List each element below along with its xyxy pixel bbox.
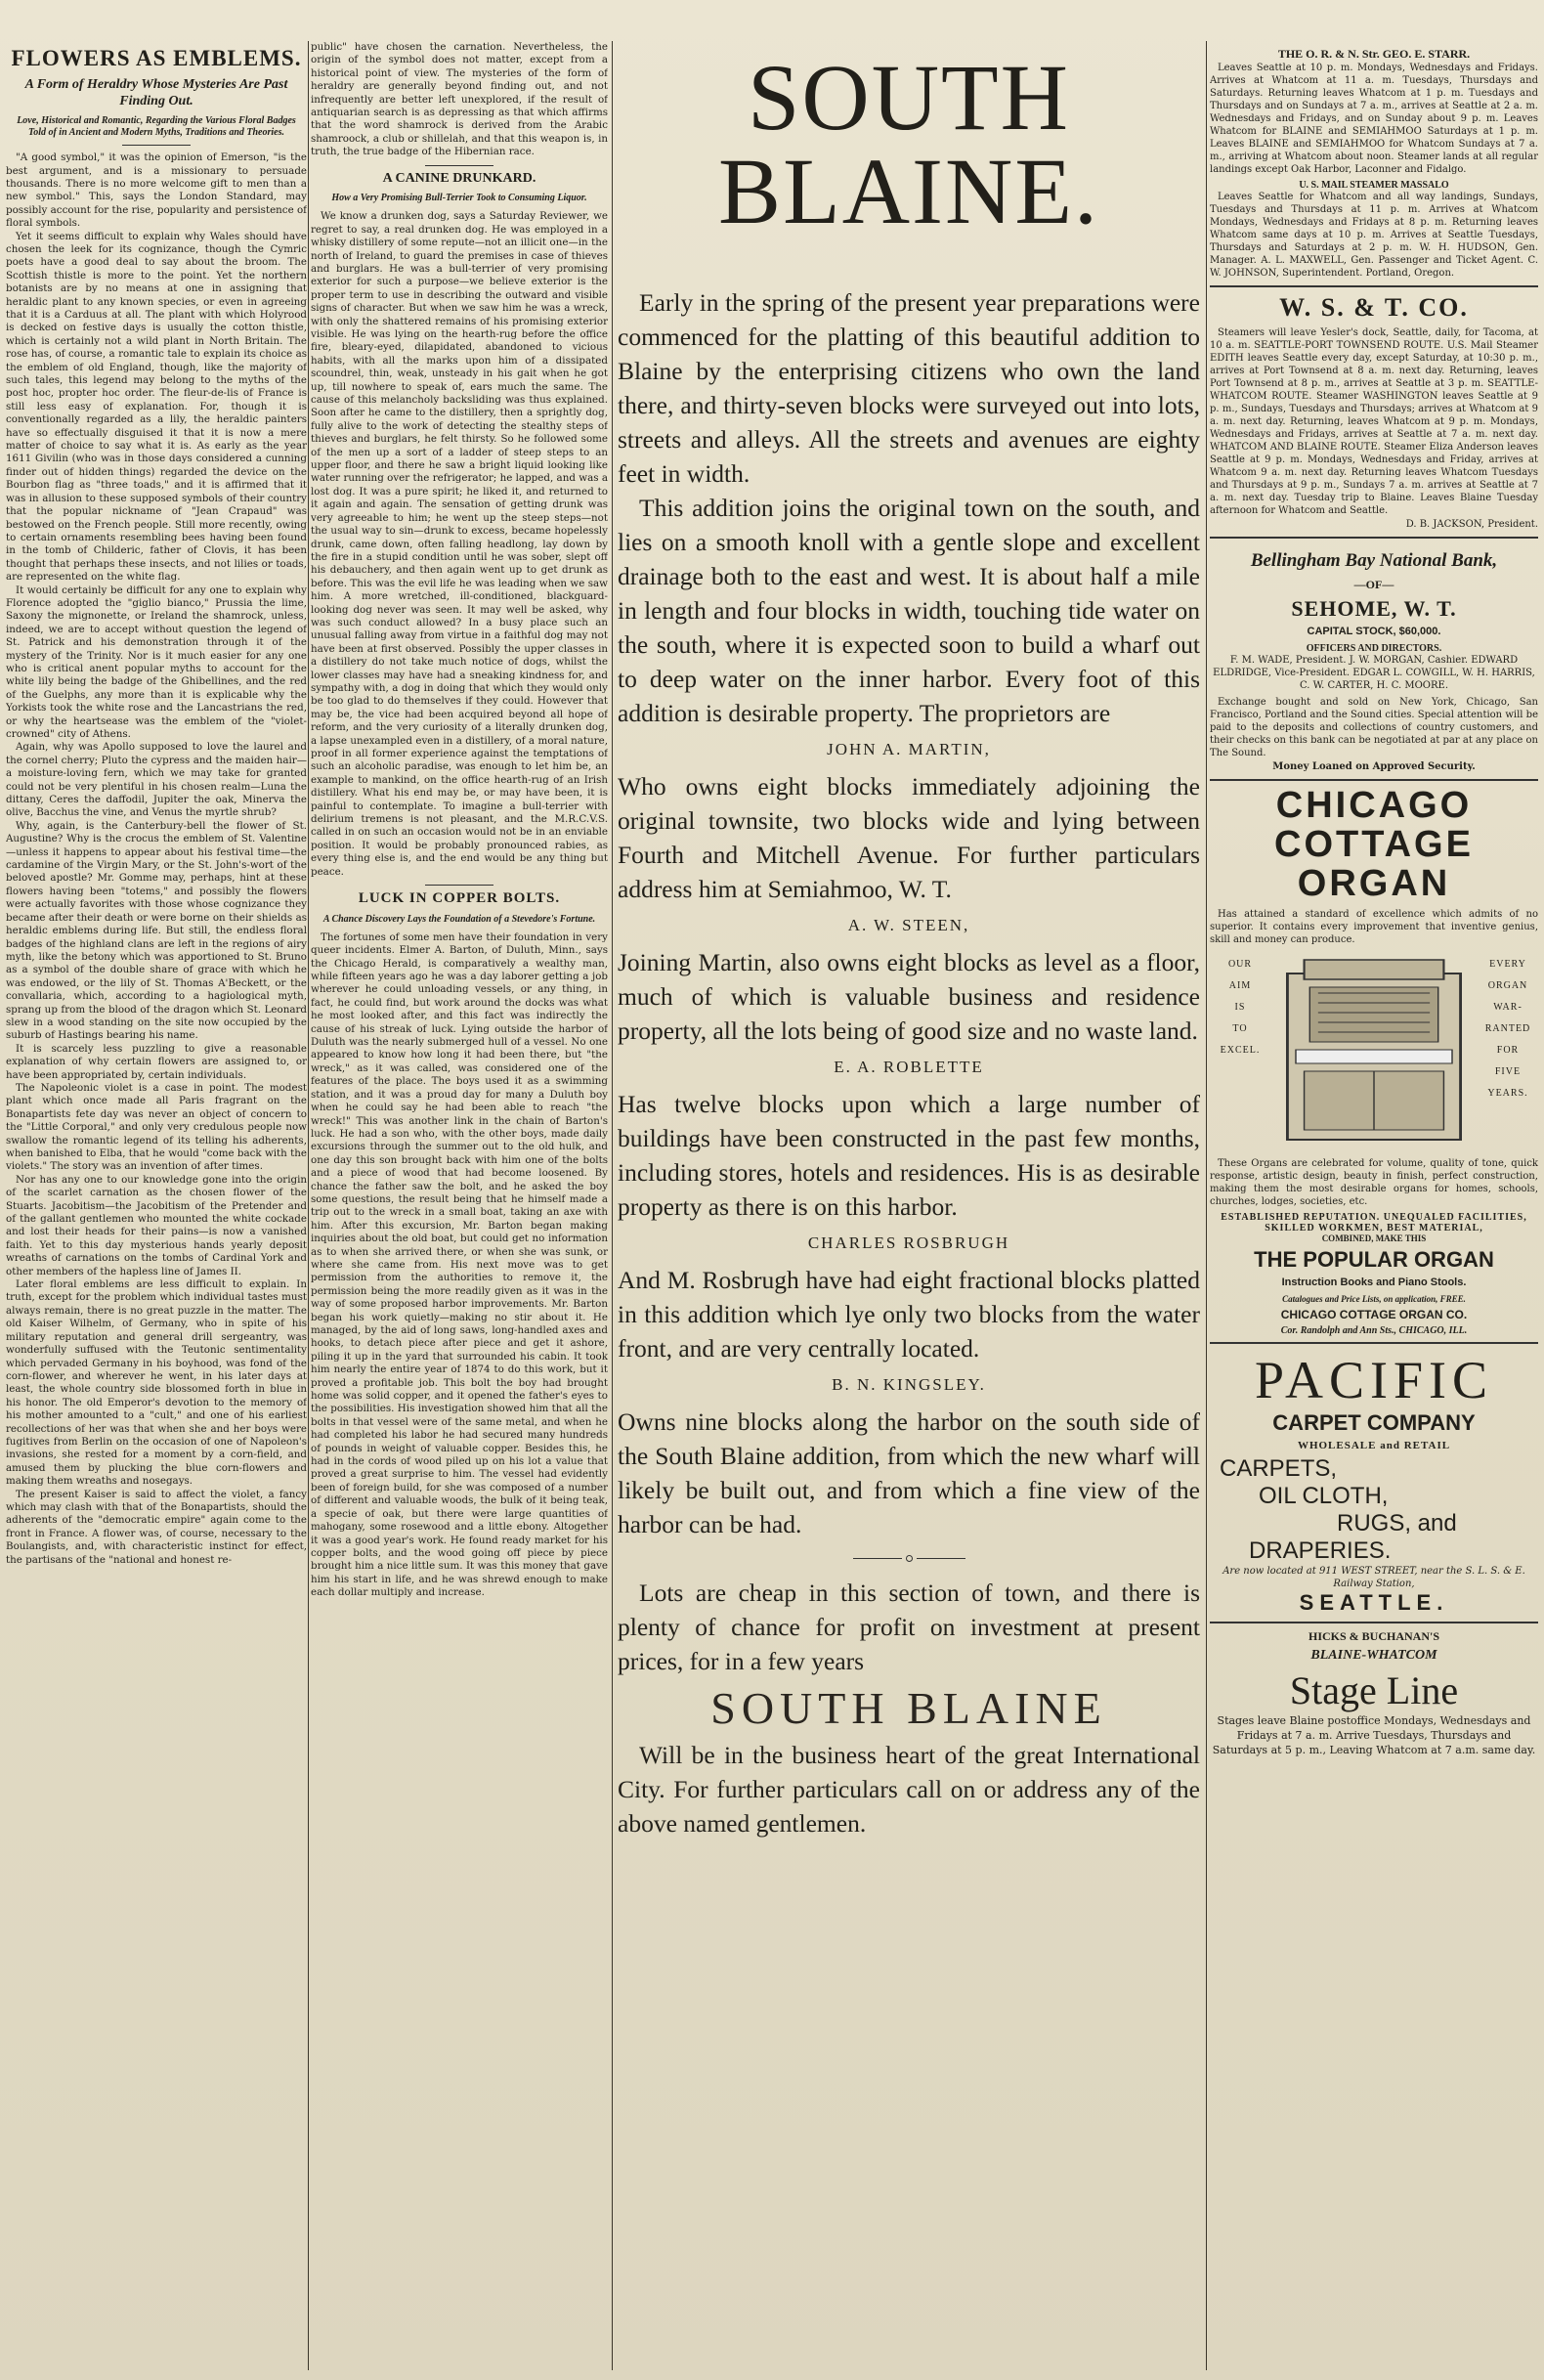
slogan-word: IS: [1234, 1001, 1246, 1013]
paragraph: It would certainly be difficult for any one to explain why Florence adopted the "giglio bianco," Prussia the lime, Saxony the mignonette, or Ireland the shamrock, unless, indeed, we are to accept without question the legend of St. Patrick and his demonstration through it of the mystery of the Trinity. Nor is it much easier for any one who is critical anent popular myths to account for the white lily being the badge of the Ghibellines, and the red of the Guelphs, any more than it is explicable why the Yorkists took the white rose and the Lancastrians the red, or why the heartsease was the emblem of the "violet-crowned" city of Athens.: [6, 584, 307, 741]
proprietor-text: [618, 1087, 1200, 1224]
organ-illustration: [1276, 954, 1472, 1149]
column-flowers-as-emblems: [6, 41, 307, 2370]
bank-heading: Bellingham Bay National Bank,: [1250, 550, 1498, 571]
paragraph: These Organs are celebrated for volume, quality of tone, quick response, artistic design, beauty in finish, perfect construction, making them the most desirable organs for homes, schools, churches, lodges, societies, etc.: [1210, 1157, 1538, 1207]
bank-officers-heading: OFFICERS AND DIRECTORS.: [1306, 643, 1442, 654]
slogan-word: EXCEL.: [1220, 1044, 1261, 1056]
divider: [122, 145, 191, 146]
stage-text: Stages leave Blaine postoffice Mondays, Wednesdays and Fridays at 7 a. m. Arrive Tuesdays, Thursdays and Saturdays at 5 p. m., Leaving Whatcom at 7 a.m. same day.: [1212, 1713, 1536, 1756]
ad-mail-steamer-text: [1210, 191, 1538, 280]
slogan-word: YEARS.: [1487, 1087, 1528, 1099]
organ-illustration-row: [1210, 954, 1538, 1149]
paragraph: Leaves Seattle for Whatcom and all way landings, Sundays, Tuesdays and Thursdays at 11 p. m. Arrives at Whatcom Mondays, Wednesdays and Fridays at 8 p. m. Returning leaves Whatcom same days at 10 p. m. Arrives at Seattle Tuesdays, Thursdays and Saturdays at 2 p. m. W. H. HUDSON, Gen. Manager. A. L. MAXWELL, Gen. Passenger and Ticket Agent. C. W. JOHNSON, Superintendent. Portland, Oregon.: [1210, 192, 1538, 279]
paragraph: Owns nine blocks along the harbor on the south side of the South Blaine addition, from which the new wharf will likely be built out, and from which a fine view of the harbor can be had.: [618, 1407, 1200, 1538]
organ-title-3: ORGAN: [1297, 862, 1451, 904]
subhead-canine-drunkard: How a Very Promising Bull-Terrier Took to Consuming Liquor.: [331, 193, 587, 204]
column-miscellany: [311, 41, 608, 2370]
south-blaine-intro: [618, 285, 1200, 730]
product-oil-cloth: OIL CLOTH,: [1259, 1482, 1389, 1509]
organ-slogan-right: [1478, 954, 1538, 1149]
paragraph: Lots are cheap in this section of town, and there is plenty of chance for profit on investment at present prices, for in a few years: [618, 1579, 1200, 1675]
bank-loans: Money Loaned on Approved Security.: [1272, 761, 1476, 772]
organ-books: Instruction Books and Piano Stools.: [1281, 1276, 1467, 1288]
ad-pacific-carpet: [1210, 1342, 1538, 1622]
paragraph: Why, again, is the Canterbury-bell the flower of St. Augustine? Why is the crocus the emblem of St. Valentine—unless it happens to appear about his festival time—the cardamine of the Virgin Mary, or the St. John's-wort of the beloved apostle? Mr. Gomme may, perhaps, hint at these flowers having been "totems," and possibly the flowers were actually favorites with those whose cognizance they became after their death or were borne on their shields as heraldic emblems during life. But still, the endless floral badges of the highland clans are left in the regions of airy myth, like the betony which was apportioned to St. Bruno as a symbol of the double share of grace with which he was endowed, or the lily of St. Thomas A'Beckett, or the convallaria, which, according to a hagiological myth, sprang up from the blood of the dragon which St. Leonard slew in a wood standing on the site now occupied by the suburb of Hastings bearing his name.: [6, 819, 307, 1042]
paragraph: Nor has any one to our knowledge gone into the origin of the scarlet carnation as the chosen flower of the Stuarts. Jacobitism—the Jacobitism of the Pretender and of the gallant gentlemen who mounted the white cockade and lost their heads for their pains—is now a vanished faith. Yet to this day mysterious hands yearly deposit wreaths of carnations on the tombs of Cardinal York and other members of the hapless line of James II.: [6, 1173, 307, 1277]
slogan-word: EVERY: [1489, 958, 1526, 970]
ad-stage-line: [1210, 1622, 1538, 1763]
paragraph: Joining Martin, also owns eight blocks as level as a floor, much of which is valuable business and residence property, all the lots being of good size and no waste land.: [618, 948, 1200, 1045]
column-rule: [308, 41, 309, 2370]
subhead-flowers: A Form of Heraldry Whose Mysteries Are Past Finding Out.: [24, 77, 288, 109]
article-body-canine: [311, 210, 608, 879]
product-draperies: DRAPERIES.: [1249, 1536, 1392, 1564]
final-text: [618, 1738, 1200, 1840]
paragraph: Later floral emblems are less difficult to explain. In truth, except for the problem which individual tastes must always remain, there is no great puzzle in the matter. The old Kaiser Wilhelm, of Germany, who in spite of his military reputation and general drill sergeantry, was wonderfully suffused with the Teutonic sentimentality which pervaded Germany in his boyhood, was fond of the corn-flower, and wherever he went, in his later days at least, the whole country side blossomed forth in blue in his honor. The old Emperor's devotion to the memory of his mother amounted to a "cult," and one of his earliest recollections of her was that when she and her boys were fugitives from Berlin on the occasion of one of Napoleon's invasions, she rested for a moment by a corn-field, and amused them by plucking the blue corn-flowers and making them wreaths and nosegays.: [6, 1278, 307, 1488]
organ-combined: COMBINED, MAKE THIS: [1321, 1233, 1427, 1243]
slogan-word: RANTED: [1484, 1022, 1531, 1034]
organ-catalogues: Catalogues and Price Lists, on application, FREE.: [1282, 1293, 1466, 1304]
proprietor-name: CHARLES ROSBRUGH: [807, 1233, 1010, 1252]
bank-of: —OF—: [1353, 578, 1394, 591]
divider: [425, 165, 493, 166]
paragraph: Who owns eight blocks immediately adjoining the original townsite, two blocks wide and lying between Fourth and Mitchell Avenue. For further particulars address him at Semiahmoo, W. T.: [618, 772, 1200, 903]
column-rule: [612, 41, 613, 2370]
slogan-word: TO: [1232, 1022, 1248, 1034]
organ-popular: THE POPULAR ORGAN: [1254, 1246, 1494, 1272]
paragraph: Yet it seems difficult to explain why Wales should have chosen the leek for its cognizance, though the Cymric poets have a good deal to say about the broom. The Scottish thistle is more to the point. Yet the northern botanists are by no means at one in assigning that heraldic plant to any known species, or even in agreeing that it is a Carduus at all. The plant with which Holyrood is decked on festive days is usually the cotton thistle, which is certainly not a wild plant in North Britain. The rose has, of course, a romantic tale to explain its choice as the emblem of old England, though, like the majority of such tales, this legend may belong to the myths of the post hoc, propter hoc order. The fleur-de-lis of France is still less easy of explanation. For, though it is conventionally regarded as a lily, the heraldic painters have so effectually disguised it that it is now a mere matter of choice to say what it is. As early as the year 1611 Givilin (who was in those days considered a cunning finder out of hidden things) regarded the device on the Bourbon flag as "three toads," and it is affirmed that it was in allusion to these supposed symbols of their country that the popular nickname of "Jean Crapaud" was bestowed on the French people. Still more recently, owing to certain ornaments resembling bees having been found in the tomb of Childeric, father of Clovis, it has been thought that perhaps these insects, and not lilies or toads, are represented on the white flag.: [6, 230, 307, 584]
stage-route: BLAINE-WHATCOM: [1310, 1647, 1437, 1663]
divider: [425, 885, 493, 886]
ad-ws-text: [1210, 326, 1538, 517]
article-body-copper: [311, 931, 608, 1600]
ad-ws-heading: W. S. & T. CO.: [1279, 293, 1469, 322]
slogan-word: WAR-: [1493, 1001, 1523, 1013]
paragraph: Has twelve blocks upon which a large number of buildings have been constructed in the past few months, including stores, hotels and residences. His is as desirable property as there is on this harbor.: [618, 1090, 1200, 1221]
headline-copper-bolts: LUCK IN COPPER BOLTS.: [358, 890, 561, 907]
paragraph: "A good symbol," it was the opinion of Emerson, "is the best argument, and is a missionary to persuade thousands. There is no more welcome gift to men than a new symbol." This, says the London Standard, may possibly account for the rise, popularity and persistence of floral symbols.: [6, 151, 307, 230]
pacific-products: [1210, 1455, 1538, 1565]
pacific-wholesale: WHOLESALE and RETAIL: [1297, 1439, 1451, 1451]
paragraph: We know a drunken dog, says a Saturday Reviewer, we regret to say, a real drunken dog. He was employed in a whisky distillery of some repute—not an illicit one—in the north of Ireland, to guard the premises in case of thieves and burglars. He was a bull-terrier of very promising exterior for such a purpose—we believe exterior is the proper term to use in describing the outward and visible signs of character. But when we saw him he was a wreck, with only the shattered remains of his promising exterior visible. He was lying on the hearth-rug before the office fire, bleary-eyed, dilapidated, abandoned to vicious habits, with all the marks upon him of a dissipated scoundrel, thin, weak, unsteady in his gait when he got up, till nowhere to speak of, ears much the same. The cause of this melancholy backsliding was thus explained. Soon after he came to the distillery, then a sprightly dog, fully alive to the work of detecting the stealthy steps of thieves and burglars, he felt thirsty. So he followed some of the men up a sort of a ladder of steep steps to an upper floor, and there he saw a bright liquid looking like water running over the refrigerator; he lapped, and was a lost dog. It was a pure spirit; he liked it, and returned to it again and again. The sensation of getting drunk was very agreeable to him; he went up the steep steps—not the usual way to sin—drunk to excess, became hopelessly drunk, came down, often falling headlong, lay down by the fire in a stupid condition until he was sober, slept off his debauchery, and then again went up to get drunk as before. This was the evil life he was leading when we saw him. A more wretched, ill-conditioned, blackguard-looking dog never was seen. It may well be asked, why was such conduct allowed? In a busy place such an unusual falling away from virtue in a faithful dog may not have been at first observed. Possibly the upper classes in a distillery do not take much notice of dogs, whilst the lower classes may have had a sneaking kindness for, and sympathy with, a dog in doing that which they would only be too glad to do themselves if they could. However that may be, the vice had been acquired beyond all hope of reform, and the very curiosity of a literally drunken dog, a lapse unexampled even in a distillery, of a moral nature, proof in all former experience against the temptations of such an alcoholic paradise, was enough to let him be, an example to mankind, on the office hearth-rug of an Irish distillery. What his end may be, or may have been, it is painful to contemplate. To imagine a bull-terrier with delirium tremens is not pleasant, and the M.R.C.V.S. called in on such an occasion would not be in an enviable position. It would be probably pronounced rabies, as every thing else is, and the end would be any thing but peace.: [311, 210, 608, 878]
pacific-subtitle: CARPET COMPANY: [1272, 1409, 1476, 1435]
proprietor-name: E. A. ROBLETTE: [834, 1058, 984, 1076]
stage-title: Stage Line: [1289, 1667, 1459, 1712]
ad-mail-steamer-heading: U. S. MAIL STEAMER MASSALO: [1299, 180, 1449, 191]
product-rugs: RUGS, and: [1337, 1509, 1457, 1536]
organ-company: CHICAGO COTTAGE ORGAN CO.: [1280, 1307, 1468, 1321]
slogan-word: ORGAN: [1487, 979, 1528, 991]
closing-text: [618, 1576, 1200, 1678]
bank-text: [1210, 696, 1538, 759]
slogan-word: FOR: [1496, 1044, 1520, 1056]
paragraph: Has attained a standard of excellence which admits of no superior. It contains every improvement that inventive genius, skill and money can produce.: [1210, 908, 1538, 945]
paragraph: public" have chosen the carnation. Nevertheless, the origin of the symbol does not matter, except from a historical point of view. The mysteries of the form of heraldry are generally beyond finding out, and not infrequently are better left unexplored, if the result of antiquarian search is as depressing as that which affirms that the word shamrock is derived from the Arabic shamroock, a club or shillelah, and that this weapon is, in truth, the true badge of the Hibernian race.: [311, 41, 608, 158]
column-rule: [1206, 41, 1207, 2370]
pacific-city: SEATTLE.: [1299, 1589, 1449, 1615]
product-carpets: CARPETS,: [1220, 1454, 1338, 1482]
paragraph: Steamers will leave Yesler's dock, Seattle, daily, for Tacoma, at 10 a. m. SEATTLE-PORT TOWNSEND ROUTE. U.S. Mail Steamer EDITH leaves Seattle every day, except Saturday, at 10:30 p. m., arrives at Port Townsend at 8 a. m. next day. Returning, leaves Port Townsend at 8 p. m., arrives at Seattle at 3 p. m. SEATTLE-WHATCOM ROUTE. Steamer WASHINGTON leaves Seattle at 9 p. m., Sundays, Tuesdays and Thursdays; arrives at Whatcom at 9 a. m. next day. Returning, leaves Whatcom at 9 p. m. Mondays, Wednesdays and Fridays, arrives at Seattle at 7 a. m. next day. WHATCOM AND BLAINE ROUTE. Steamer Eliza Anderson leaves Seattle at 9 p. m. Mondays, Wednesdays and Friday, arrives at Whatcom 9 a. m. next day. Returning leaves Whatcom Tuesdays and Thursdays at 9 p. m., Sundays 7 a. m. arrives at Seattle at 7 a. m. next day. Tuesday trip to Blaine. Leaves Blaine Tuesday afternoon for Whatcom and Seattle.: [1210, 327, 1538, 516]
slogan-word: OUR: [1227, 958, 1253, 970]
flowers-continuation: [311, 41, 608, 159]
article-body-flowers: [6, 151, 307, 1567]
paragraph: Exchange bought and sold on New York, Chicago, San Francisco, Portland and the Sound cities. Special attention will be paid to the deposits and collections of country customers, and their checks on this bank can be negotiated at par at any place on The Sound.: [1210, 697, 1538, 758]
proprietors-list: [618, 740, 1200, 1541]
organ-address: Cor. Randolph and Ann Sts., CHICAGO, ILL.: [1280, 1324, 1468, 1336]
ad-bank: [1210, 537, 1538, 779]
proprietor-text: [618, 945, 1200, 1048]
paragraph: This addition joins the original town on the south, and lies on a smooth knoll with a gentle slope and excellent drainage both to the east and west. It is about half a mile in length and four blocks in width, touching tide water on the south, where it is expected soon to build a wharf out to deep water on the inner harbor. Every foot of this addition is desirable property. The proprietors are: [618, 494, 1200, 727]
proprietor-text: [618, 1405, 1200, 1541]
proprietor-name: JOHN A. MARTIN,: [827, 740, 991, 758]
organ-text: [1210, 908, 1538, 946]
paragraph: The fortunes of some men have their foundation in very queer incidents. Elmer A. Barton, of Duluth, Minn., says the Chicago Herald, is comparatively a wealthy man, while fifteen years ago he was a day laborer getting a job wherever he could unloading vessels, or any thing, in fact, he could find, but work around the docks was what he most looked after, and this fact was indirectly the cause of his streak of luck. Lying outside the harbor of Duluth was the nearly submerged hull of a vessel. No one appeared to know how long it had been there, but "the wreck," as it was called, was considered one of the features of the place. The boys used it as a swimming station, and it was a proud day for many a Duluth boy when he could say he had been able to reach "the wreck!" This was another link in the chain of Barton's luck. He had a son who, with the other boys, made daily excursions through the summer out to the old hulk, and one day this son brought back with him one of the bolts and a piece of wood that had become loosened. By chance the father saw the bolt, and he asked the boy some questions, the result being that he himself made a trip out to the wreck in a small boat, taking an axe with him. After this excursion, Mr. Barton began making inquiries about the old boat, but could get no information as to when she arrived there, or when she was sunk, or where she came from. His next move was to get permission from the authorities to remove it, the permission being the more readily given as it was in the way of some proposed harbor improvements. Mr. Barton began his work quietly—making no stir about it. He managed, by the aid of long saws, long-handled axes and hooks, to detach piece after piece and get it ashore, piling it up in the yard that surrounded his cabin. It took him nearly the entire year of 1874 to do this work, but it proved a profitable job. This bolt the boy had brought home was solid copper, and it opened the father's eyes to the possibilities. His investigation showed him that all the bolts in that vessel were of the same metal, and when he had completed his labor he had secured many hundreds of pounds in weight of valuable copper. Besides this, he had in the cords of wood piled up on his lot a value that proved a great surprise to him. The vessel had evidently been of foreign build, for she was composed of a number of different and valuable woods, the bulk of it being teak, a specie of oak, but there were large quantities of mahogany, some rosewood and a little ebony. Altogether it was a good year's work. He found ready market for his copper bolts, and the wood going off piece by piece brought him a nice little sum. It was this money that gave him his start in life, and he was shrewd enough to make each dollar multiply and increase.: [311, 930, 608, 1599]
bank-capital: CAPITAL STOCK, $60,000.: [1307, 626, 1441, 637]
ornament-divider: [618, 1555, 1200, 1562]
paragraph: The Napoleonic violet is a case in point. The modest plant which once made all Paris fragrant on the Bonapartists fete day was never an object of concern to the "Little Corporal," and only very credulous people now swallow the romantic legend of its telling his adherents, when banished to Elba, that he would "come back with the violets." The story was an invention of after times.: [6, 1081, 307, 1173]
organ-text-2: [1210, 1157, 1538, 1208]
column-advertisements: [1210, 41, 1538, 2370]
column-south-blaine: [618, 41, 1200, 2370]
organ-established: ESTABLISHED REPUTATION. UNEQUALED FACILITIES, SKILLED WORKMEN, BEST MATERIAL,: [1221, 1211, 1527, 1233]
pacific-location: Are now located at 911 WEST STREET, near the S. L. S. & E. Railway Station,: [1222, 1565, 1525, 1589]
bank-town: SEHOME, W. T.: [1291, 596, 1457, 621]
slogan-word: AIM: [1228, 979, 1252, 991]
south-blaine-title: SOUTH BLAINE.: [718, 45, 1099, 243]
south-blaine-outline-title: SOUTH BLAINE: [710, 1683, 1107, 1733]
paragraph: Again, why was Apollo supposed to love the laurel and the cornel cherry; Pluto the cypress and the maiden hair—a moisture-loving fern, which we may take for granted could not be very plentiful in his chosen realm—Luna the dittany, Ceres the daffodil, Jupiter the oak, Minerva the olive, Bacchus the vine, and Venus the myrtle shrub?: [6, 741, 307, 819]
proprietor-name: A. W. STEEN,: [847, 916, 970, 934]
paragraph: Will be in the business heart of the great International City. For further particulars call on or address any of the above named gentlemen.: [618, 1741, 1200, 1838]
paragraph: The present Kaiser is said to affect the violet, a fancy which may clash with that of the Bonapartists, should the adherents of the "democratic empire" again come to the front in France. A flower was, of course, necessary to the Boulangists, and, with characteristic instinct for effect, the partisans of the "national and honest re-: [6, 1488, 307, 1566]
ad-ws-signature: D. B. JACKSON, President.: [1405, 519, 1538, 530]
paragraph: And M. Rosbrugh have had eight fractional blocks platted in this addition which lye only two blocks from the water front, and are very centrally located.: [618, 1266, 1200, 1363]
organ-title-1: CHICAGO: [1275, 785, 1473, 826]
ad-organ: [1210, 779, 1538, 1342]
organ-title-2: COTTAGE: [1274, 823, 1474, 865]
ad-ws-t-co: [1210, 285, 1538, 537]
proprietor-text: [618, 1263, 1200, 1365]
paragraph: Leaves Seattle at 10 p. m. Mondays, Wednesdays and Fridays. Arrives at Whatcom at 11 a. m. Tuesdays, Thursdays and Saturdays. Returning leaves Whatcom at 1 p. m. Tuesdays and Thursdays and on Sundays at 7 a. m., arrives at Seattle at 2 a. m. Wednesdays and Fridays, and on Sunday about 9 p. m. Leaves Whatcom for BLAINE and SEMIAHMOO Saturdays at 1 p. m. Leaves BLAINE and SEMIAHMOO for Whatcom Sundays at 7 a. m., arriving at Whatcom about noon. Steamer lands at all regular landings except Oak Harbor, Laconner and Fidalgo.: [1210, 63, 1538, 175]
subhead-copper-bolts: A Chance Discovery Lays the Foundation of a Stevedore's Fortune.: [322, 913, 596, 925]
paragraph: Early in the spring of the present year preparations were commenced for the platting of this beautiful addition to Blaine by the enterprising citizens who own the land there, and thirty-seven blocks were surveyed out into lots, streets and alleys. All the streets and avenues are eighty feet in width.: [618, 288, 1200, 488]
slogan-word: FIVE: [1494, 1065, 1522, 1077]
headline-flowers: FLOWERS AS EMBLEMS.: [11, 46, 302, 70]
ad-starr-text: [1210, 62, 1538, 176]
proprietor-name: B. N. KINGSLEY.: [832, 1375, 986, 1394]
paragraph: It is scarcely less puzzling to give a reasonable explanation of why certain flowers are assigned to, or have been appropriated by, certain individuals.: [6, 1042, 307, 1081]
ad-starr-heading: THE O. R. & N. Str. GEO. E. STARR.: [1277, 47, 1471, 61]
proprietor-text: [618, 769, 1200, 906]
bank-officers: F. M. WADE, President. J. W. MORGAN, Cashier. EDWARD ELDRIDGE, Vice-President. EDGAR L. COWGILL, W. H. HARRIS, C. W. CARTER, H. C. MOORE.: [1213, 655, 1535, 691]
headline-canine-drunkard: A CANINE DRUNKARD.: [382, 170, 536, 186]
organ-slogan-left: [1210, 954, 1270, 1149]
stage-owner: HICKS & BUCHANAN'S: [1308, 1628, 1439, 1643]
deck-flowers: Love, Historical and Romantic, Regarding the Various Floral Badges Told of in Ancient and Modern Myths, Traditions and Theories.: [17, 115, 296, 139]
pacific-title: PACIFIC: [1254, 1350, 1494, 1409]
